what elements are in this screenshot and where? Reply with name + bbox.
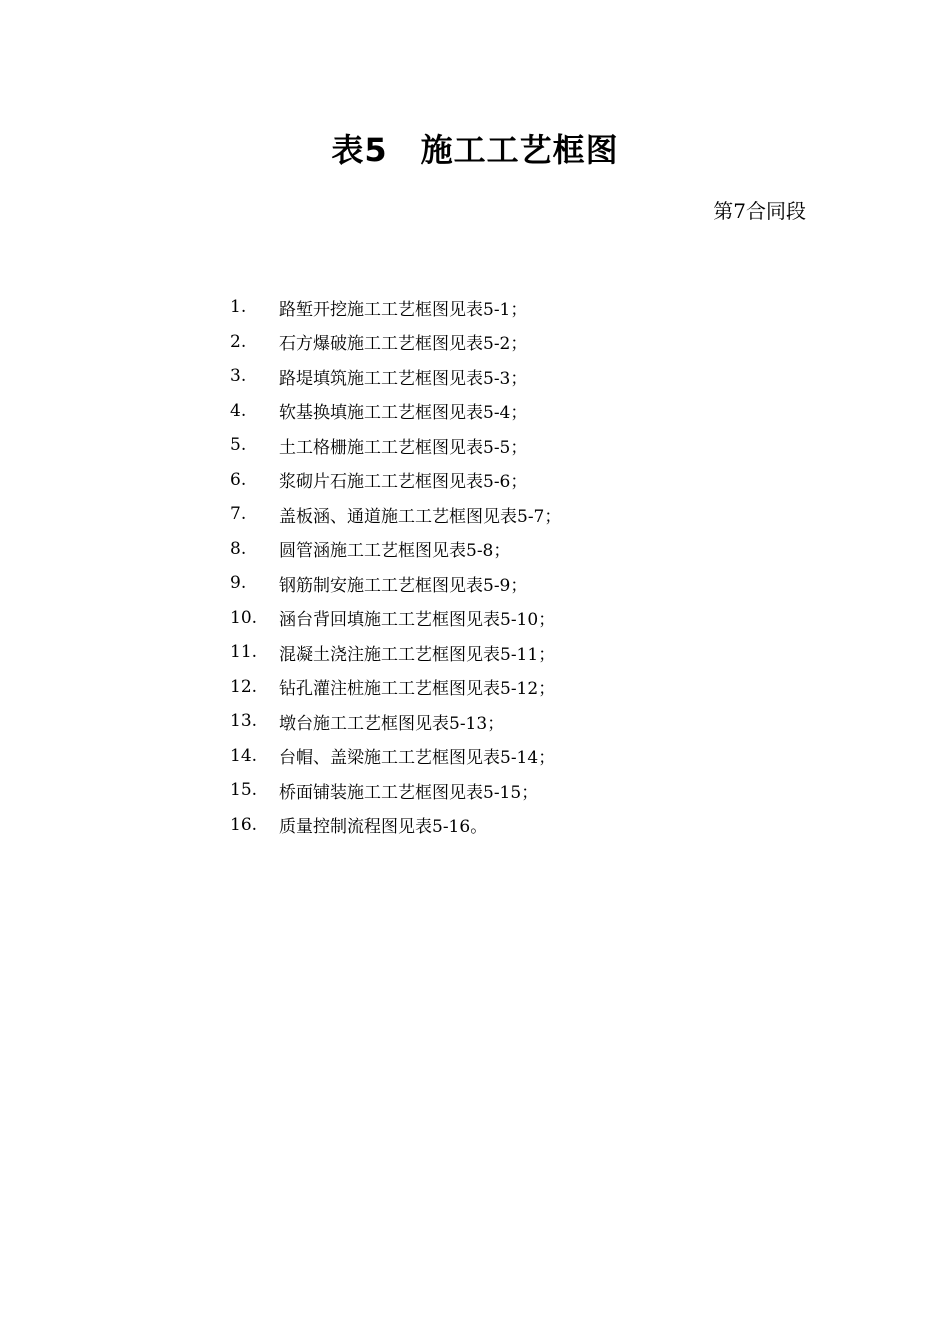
list-item-text: 涵台背回填施工工艺框图见表5-10； (279, 610, 556, 631)
list-item-text: 浆砌片石施工工艺框图见表5-6； (279, 472, 528, 493)
list-item-number: 5. (230, 435, 247, 456)
list-item (230, 463, 561, 498)
list-item-number: 14. (230, 745, 258, 766)
list-item-text: 路堤填筑施工工艺框图见表5-3； (279, 368, 528, 389)
list-item-number: 11. (230, 642, 258, 663)
list-item-text: 石方爆破施工工艺框图见表5-2； (279, 334, 528, 355)
list-item (230, 290, 561, 325)
list-item (230, 601, 561, 636)
list-item (230, 394, 561, 429)
list-item-number: 15. (230, 780, 258, 801)
list-item (230, 325, 561, 360)
list-item-text: 路堑开挖施工工艺框图见表5-1； (279, 299, 528, 320)
list-item-number: 1. (230, 297, 247, 318)
list-item-number: 10. (230, 607, 258, 628)
list-item-number: 4. (230, 400, 247, 421)
list-item-number: 16. (230, 814, 258, 835)
list-item-text: 质量控制流程图见表5-16。 (279, 817, 488, 838)
list-item-number: 8. (230, 538, 247, 559)
list-item-text: 圆管涵施工工艺框图见表5-8； (279, 541, 511, 562)
list-item (230, 532, 561, 567)
list-item-text: 软基换填施工工艺框图见表5-4； (279, 403, 528, 424)
list-item-text: 台帽、盖梁施工工艺框图见表5-14； (279, 748, 556, 769)
list-item (230, 773, 561, 808)
list-item (230, 497, 561, 532)
list-item-number: 2. (230, 331, 247, 352)
contract-section-label: 第7合同段 (713, 199, 806, 223)
list-item (230, 808, 561, 843)
list-item-text: 桥面铺装施工工艺框图见表5-15； (279, 782, 539, 803)
list-item-text: 盖板涵、通道施工工艺框图见表5-7； (279, 506, 562, 527)
list-item-text: 墩台施工工艺框图见表5-13； (279, 713, 505, 734)
page-title: 表5 施工工艺框图 (331, 131, 619, 169)
list-item-number: 3. (230, 366, 247, 387)
list-item-text: 钢筋制安施工工艺框图见表5-9； (279, 575, 528, 596)
list-item-number: 13. (230, 711, 258, 732)
list-item (230, 670, 561, 705)
list-item-number: 7. (230, 504, 247, 525)
list-item-number: 6. (230, 469, 247, 490)
list-item (230, 428, 561, 463)
process-chart-list (230, 290, 561, 842)
list-item (230, 704, 561, 739)
list-item-number: 9. (230, 573, 247, 594)
list-item (230, 359, 561, 394)
list-item (230, 566, 561, 601)
list-item-number: 12. (230, 676, 258, 697)
list-item-text: 混凝土浇注施工工艺框图见表5-11； (279, 644, 556, 665)
list-item (230, 635, 561, 670)
list-item (230, 739, 561, 774)
list-item-text: 土工格栅施工工艺框图见表5-5； (279, 437, 528, 458)
list-item-text: 钻孔灌注桩施工工艺框图见表5-12； (279, 679, 556, 700)
